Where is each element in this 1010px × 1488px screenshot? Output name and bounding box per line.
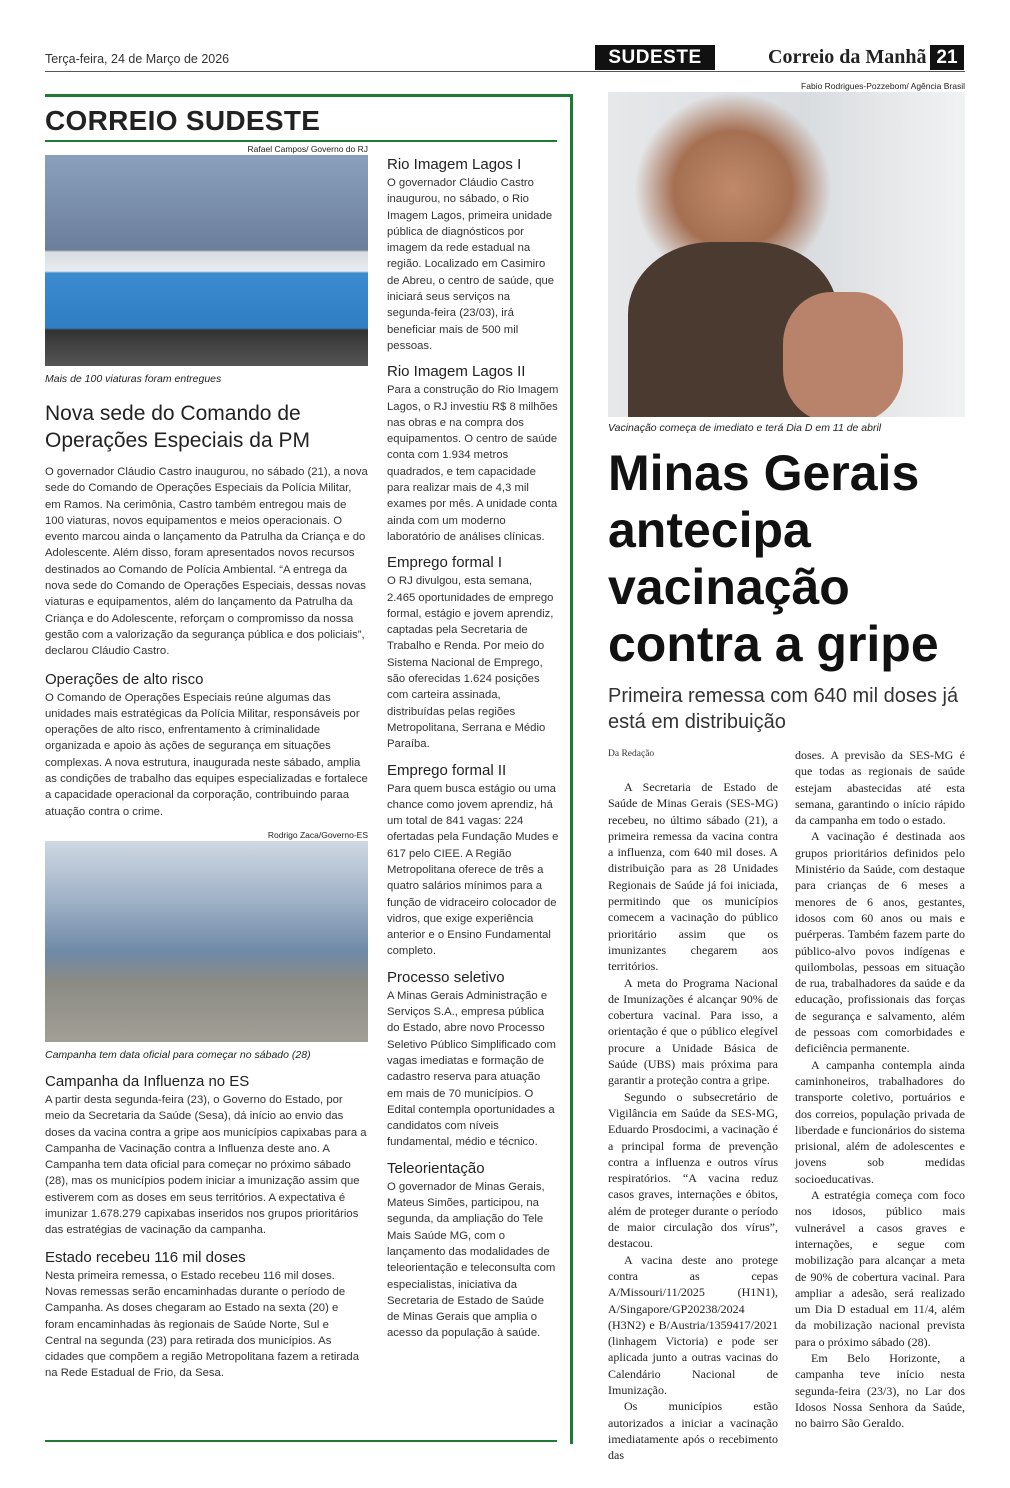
issue-date: Terça-feira, 24 de Março de 2026 (45, 52, 230, 66)
brief-text: O governador de Minas Gerais, Mateus Simões, participou, na segunda, da ampliação do Tele Mais Saúde MG, com o lançamento das modalidades de teleorientação e teleconsulta com especialistas, iniciativa da Secretaria de Estado de Saúde de Minas Gerais que amplia o acesso da população à saúde. (387, 1180, 556, 1340)
brief-text: O RJ divulgou, esta semana, 2.465 oportunidades de emprego formal, estágio e jovem aprendiz, captadas pela Secretaria de Trabalho e Renda. Por meio do Sistema Nacional de Emprego, são oferecidas 1.624 posições com carteira assinada, distribuídas pelas regiões Metropolitana, Serrana e Médio Paraíba. (387, 575, 554, 751)
page-number: 21 (930, 45, 964, 70)
paragraph: A campanha contempla ainda caminhoneiros, trabalhadores do transporte coletivo, portuários e dos correios, população privada de liberdade e funcionários do sistema prisional, além de adolescentes e jovens sob medidas socioeducativas. (795, 1057, 965, 1186)
brief-text: Para quem busca estágio ou uma chance como jovem aprendiz, há um total de 841 vagas: 224 ofertadas pela Fundação Mudes e 617 pelo CIEE. A Região Metropolitana oferece de três a quatro salários mínimos para a função de vidraceiro colocador de vidros, que exige experiência anterior e o Ensino Fundamental completo. (387, 782, 559, 958)
section-frame-bottom (45, 1440, 557, 1442)
brief-title: Processo seletivo (387, 968, 505, 986)
article-body: O Comando de Operações Especiais reúne algumas das unidades mais estratégicas da Polícia Militar, responsáveis por operações de alto risco, enfrentamento à criminalidade organizada e apoio às ações de segurança em situações complexas. A nova estrutura, inaugurada neste sábado, amplia as condições de trabalho das equipes especializadas e fortalece a capacidade operacional da corporação, contribuindo paraa atuação contra o crime. (45, 691, 368, 818)
paragraph: A estratégia começa com foco nos idosos, público mais vulnerável a casos graves e internações, e segue com mobilização para alcançar a meta de 90% de cobertura vacinal. Para ampliar a adesão, será realizado um Dia D estadual em 11/4, além da mobilização nacional prevista para o próximo sábado (28). (795, 1188, 965, 1349)
photo-credit: Rodrigo Zaca/Governo-ES (267, 829, 368, 840)
paragraph: Segundo o subsecretário de Vigilância em Saúde da SES-MG, Eduardo Prosdocimi, a vacinação é a principal forma de prevenção contra a influenza e outros vírus respiratórios. “A vacina reduz casos graves, internações e óbitos, além de proteger durante o período de maior circulação dos vírus”, destacou. (608, 1089, 778, 1251)
photo-credit: Fabio Rodrigues-Pozzebom/ Agência Brasil (801, 81, 965, 91)
article-body: A partir desta segunda-feira (23), o Governo do Estado, por meio da Secretaria da Saúde (Sesa), dá início ao envio das doses da vacina contra a gripe aos municípios capixabas para a Campanha de Vacinação contra a Influenza deste ano. A Campanha tem data oficial para começar no próximo sábado (28), mas os municípios podem iniciar a imunização assim que estiverem com as doses em seus territórios. A expectativa é imunizar 1.678.279 capixabas inseridos nos grupos prioritários das estratégias de vacinação da campanha. (45, 1093, 367, 1237)
article-headline: Nova sede do Comando de Operações Especiais da PM (45, 402, 310, 452)
header-rule (45, 71, 965, 72)
paragraph: A vacinação é destinada aos grupos prioritários definidos pelo Ministério da Saúde, com destaque para crianças de 6 meses a menores de 6 anos, gestantes, idosos com 60 anos ou mais e puérperas. Também fazem parte do público-alvo povos indígenas e quilombolas, pessoas em situação de rua, trabalhadores da saúde e da educação, profissionais das forças de segurança e salvamento, além de pessoas com comorbidades e deficiência permanente. (795, 829, 965, 1056)
section-tag: SUDESTE (595, 45, 715, 70)
article-body: O governador Cláudio Castro inaugurou, no sábado (21), a nova sede do Comando de Operações Especiais da Polícia Militar, em Ramos. Na cerimônia, Castro também entregou mais de 100 viaturas, novos equipamentos e meios operacionais. O evento marcou ainda o lançamento da Patrulha da Criança e do Adolescente. Além disso, foram apresentados novos recursos destinados ao Comando de Polícia Ambiental. “A entrega da nova sede do Comando de Operações Especiais, dessas novas viaturas e equipamentos, além do lançamento da Patrulha da Criança e do Adolescente, reforçam o compromisso da nossa gestão com a valorização da segurança pública e dos policiais”, declarou Cláudio Castro. (45, 466, 368, 658)
photo-caption: Mais de 100 viaturas foram entregues (45, 373, 222, 385)
paragraph: doses. A previsão da SES-MG é que todas as regionais de saúde estejam abastecidas até esta semana, garantindo o início rápido da campanha em todo o estado. (795, 748, 965, 828)
paragraph: A vacina deste ano protege contra as cepas A/Missouri/11/2025 (H1N1), A/Singapore/GP20238/2024 (H3N2) e B/Austria/1359417/2021 (linhagem Victoria) e pode ser aplicada junto a outras vacinas do Calendário Nacional de Imunização. (608, 1252, 778, 1397)
subheading: Campanha da Influenza no ES (45, 1072, 250, 1090)
paragraph: Os municípios estão autorizados a iniciar a vacinação imediatamente após o recebimento das (608, 1399, 778, 1463)
section-title: CORREIO SUDESTE (45, 105, 321, 136)
article-column-2 (795, 747, 965, 1463)
main-subtitle: Primeira remessa com 640 mil doses já está em distribuição (608, 685, 959, 733)
main-article (608, 81, 965, 1463)
brief-title: Emprego formal II (387, 761, 507, 779)
paragraph: A meta do Programa Nacional de Imunizações é alcançar 90% de cobertura vacinal. Para isso, a orientação é que o público elegível procure a Unidade Básica de Saúde (UBS) mais próxima para garantir a proteção contra a gripe. (608, 975, 778, 1088)
left-section (45, 104, 368, 1382)
brief-title: Emprego formal I (387, 554, 503, 572)
title-rule (45, 140, 557, 142)
section-frame-top (45, 94, 573, 97)
vaccination-photo (608, 92, 965, 417)
photo-credit: Rafael Campos/ Governo do RJ (247, 144, 368, 154)
brief-text: A Minas Gerais Administração e Serviços S.A., empresa pública do Estado, abre novo Processo Seletivo Público Simplificado com vagas imediatas e formação de cadastro reserva para atuação em mais de 70 municípios. O Edital contempla oportunidades a candidatos com níveis fundamental, médio e técnico. (387, 989, 556, 1149)
photo-caption: Campanha tem data oficial para começar no sábado (28) (45, 1048, 311, 1061)
brief-title: Rio Imagem Lagos I (387, 156, 522, 173)
main-headline: Minas Gerais antecipa vacinação contra a gripe (608, 445, 939, 672)
brief-text: Para a construção do Rio Imagem Lagos, o RJ investiu R$ 8 milhões nas obras e na compra dos equipamentos. O centro de saúde conta com 1.934 metros quadrados, e tem capacidade para realizar mais de 4,3 mil exames por mês. A unidade conta ainda com um moderno laboratório de análises clínicas. (387, 384, 559, 543)
photo-caption: Vacinação começa de imediato e terá Dia D em 11 de abril (608, 422, 882, 434)
subheading: Estado recebeu 116 mil doses (45, 1248, 246, 1266)
article-columns (608, 747, 965, 1463)
section-frame-right (570, 94, 573, 1444)
newspaper-masthead: Correio da Manhã (768, 46, 927, 68)
brief-title: Rio Imagem Lagos II (387, 363, 526, 381)
news-briefs-column (387, 155, 559, 1342)
vaccine-campaign-photo (45, 841, 368, 1042)
photo-shape (783, 292, 903, 417)
brief-title: Teleorientação (387, 1159, 485, 1177)
paragraph: A Secretaria de Estado de Saúde de Minas Gerais (SES-MG) recebeu, no último sábado (21), a primeira remessa da vacina contra a influenza, com 640 mil doses. A distribuição para as 28 Unidades Regionais de Saúde já foi iniciada, permitindo que os municípios comecem a vacinação do público prioritário assim que os imunizantes chegarem aos territórios. (608, 780, 778, 974)
subheading: Operações de alto risco (45, 670, 204, 688)
paragraph: Em Belo Horizonte, a campanha teve início nesta segunda-feira (23/3), no Lar dos Idosos Nossa Senhora da Saúde, no bairro São Geraldo. (795, 1350, 965, 1431)
article-column-1 (608, 747, 778, 1463)
brief-text: O governador Cláudio Castro inaugurou, no sábado, o Rio Imagem Lagos, primeira unidade pública de diagnósticos por imagem da rede estadual na região. Localizado em Casimiro de Abreu, o centro de saúde, que iniciará seus serviços na segunda-feira (23/03), irá beneficiar mais de 500 mil pessoas. (387, 177, 555, 352)
article-body: Nesta primeira remessa, o Estado recebeu 116 mil doses. Novas remessas serão encaminhadas durante o período de Campanha. As doses chegaram ao Estado na sexta (20) e foram encaminhadas às regionais de Saúde Norte, Sul e Central na segunda (23) para retirada dos municípios. As cidades que compõem a região Metropolitana fazem a retirada na Rede Estadual de Frio, da Sesa. (45, 1269, 359, 1380)
police-vehicles-photo (45, 155, 368, 366)
byline: Da Redação (608, 749, 655, 759)
